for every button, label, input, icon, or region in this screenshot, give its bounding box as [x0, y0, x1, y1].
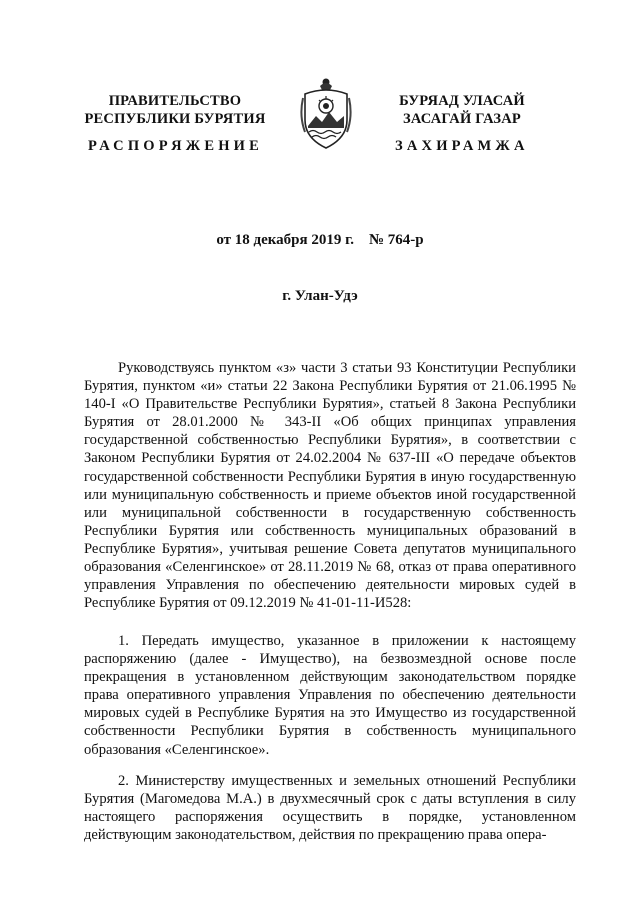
doc-type-right: ЗАХИРАМЖА	[395, 138, 529, 154]
paragraph-item-1: 1. Передать имущество, указанное в приложении к настоящему распоряжению (далее - Имущество), на безвозмездной основе после прекращения в установленном действующим законодательством порядке права оперативного управления Управления по обеспечению деятельности мировых судей в Республике Бурятия на это Имущество из государственной собственности Республики Бурятия в собственность муниципального образования «Селенгинское».	[84, 633, 576, 758]
paragraph-item-2: 2. Министерству имущественных и земельных отношений Республики Бурятия (Магомедова М.А.) в двухмесячный срок с даты вступления в силу настоящего распоряжения осуществить в порядке, установленном действующим законодательством, действия по прекращению права опера-	[84, 773, 576, 844]
city-line: г. Улан-Удэ	[282, 288, 358, 304]
header-right-line2: ЗАСАГАЙ ГАЗАР	[403, 111, 521, 127]
preamble-paragraph: Руководствуясь пунктом «з» части 3 статьи 93 Конституции Республики Бурятия, пунктом «и» статьи 22 Закона Республики Бурятия от 21.06.1995 № 140-I «О Правительстве Республики Бурятия», статьей 8 Закона Республики Бурятия от 28.01.2000 № 343-II «Об общих принципах управления государственной собственностью Республики Бурятия», в соответствии с Законом Республики Бурятия от 24.02.2004 № 637-III «О передаче объектов государственной собственности Республики Бурятия в иную государственную или муниципальную собственность и приеме объектов иной государственной или муниципальной собственности в государственную собственность Республики Бурятия или собственность муниципальных образований в Республике Бурятия», учитывая решение Совета депутатов муниципального образования «Селенгинское» от 28.11.2019 № 68, отказ от права оперативного управления Управления по обеспечению деятельности мировых судей в Республике Бурятия от 09.12.2019 № 41-01-11-И528:	[84, 360, 576, 612]
header-left-line2: РЕСПУБЛИКИ БУРЯТИЯ	[84, 111, 266, 127]
doc-type-left: РАСПОРЯЖЕНИЕ	[88, 138, 264, 154]
coat-of-arms-icon	[299, 76, 353, 152]
government-header-left	[70, 92, 280, 128]
government-header-right	[362, 92, 562, 128]
header-left-line1: ПРАВИТЕЛЬСТВО	[108, 93, 242, 109]
date-and-number: от 18 декабря 2019 г. № 764-р	[216, 232, 424, 248]
header-right-line1: БУРЯАД УЛАСАЙ	[399, 93, 525, 109]
